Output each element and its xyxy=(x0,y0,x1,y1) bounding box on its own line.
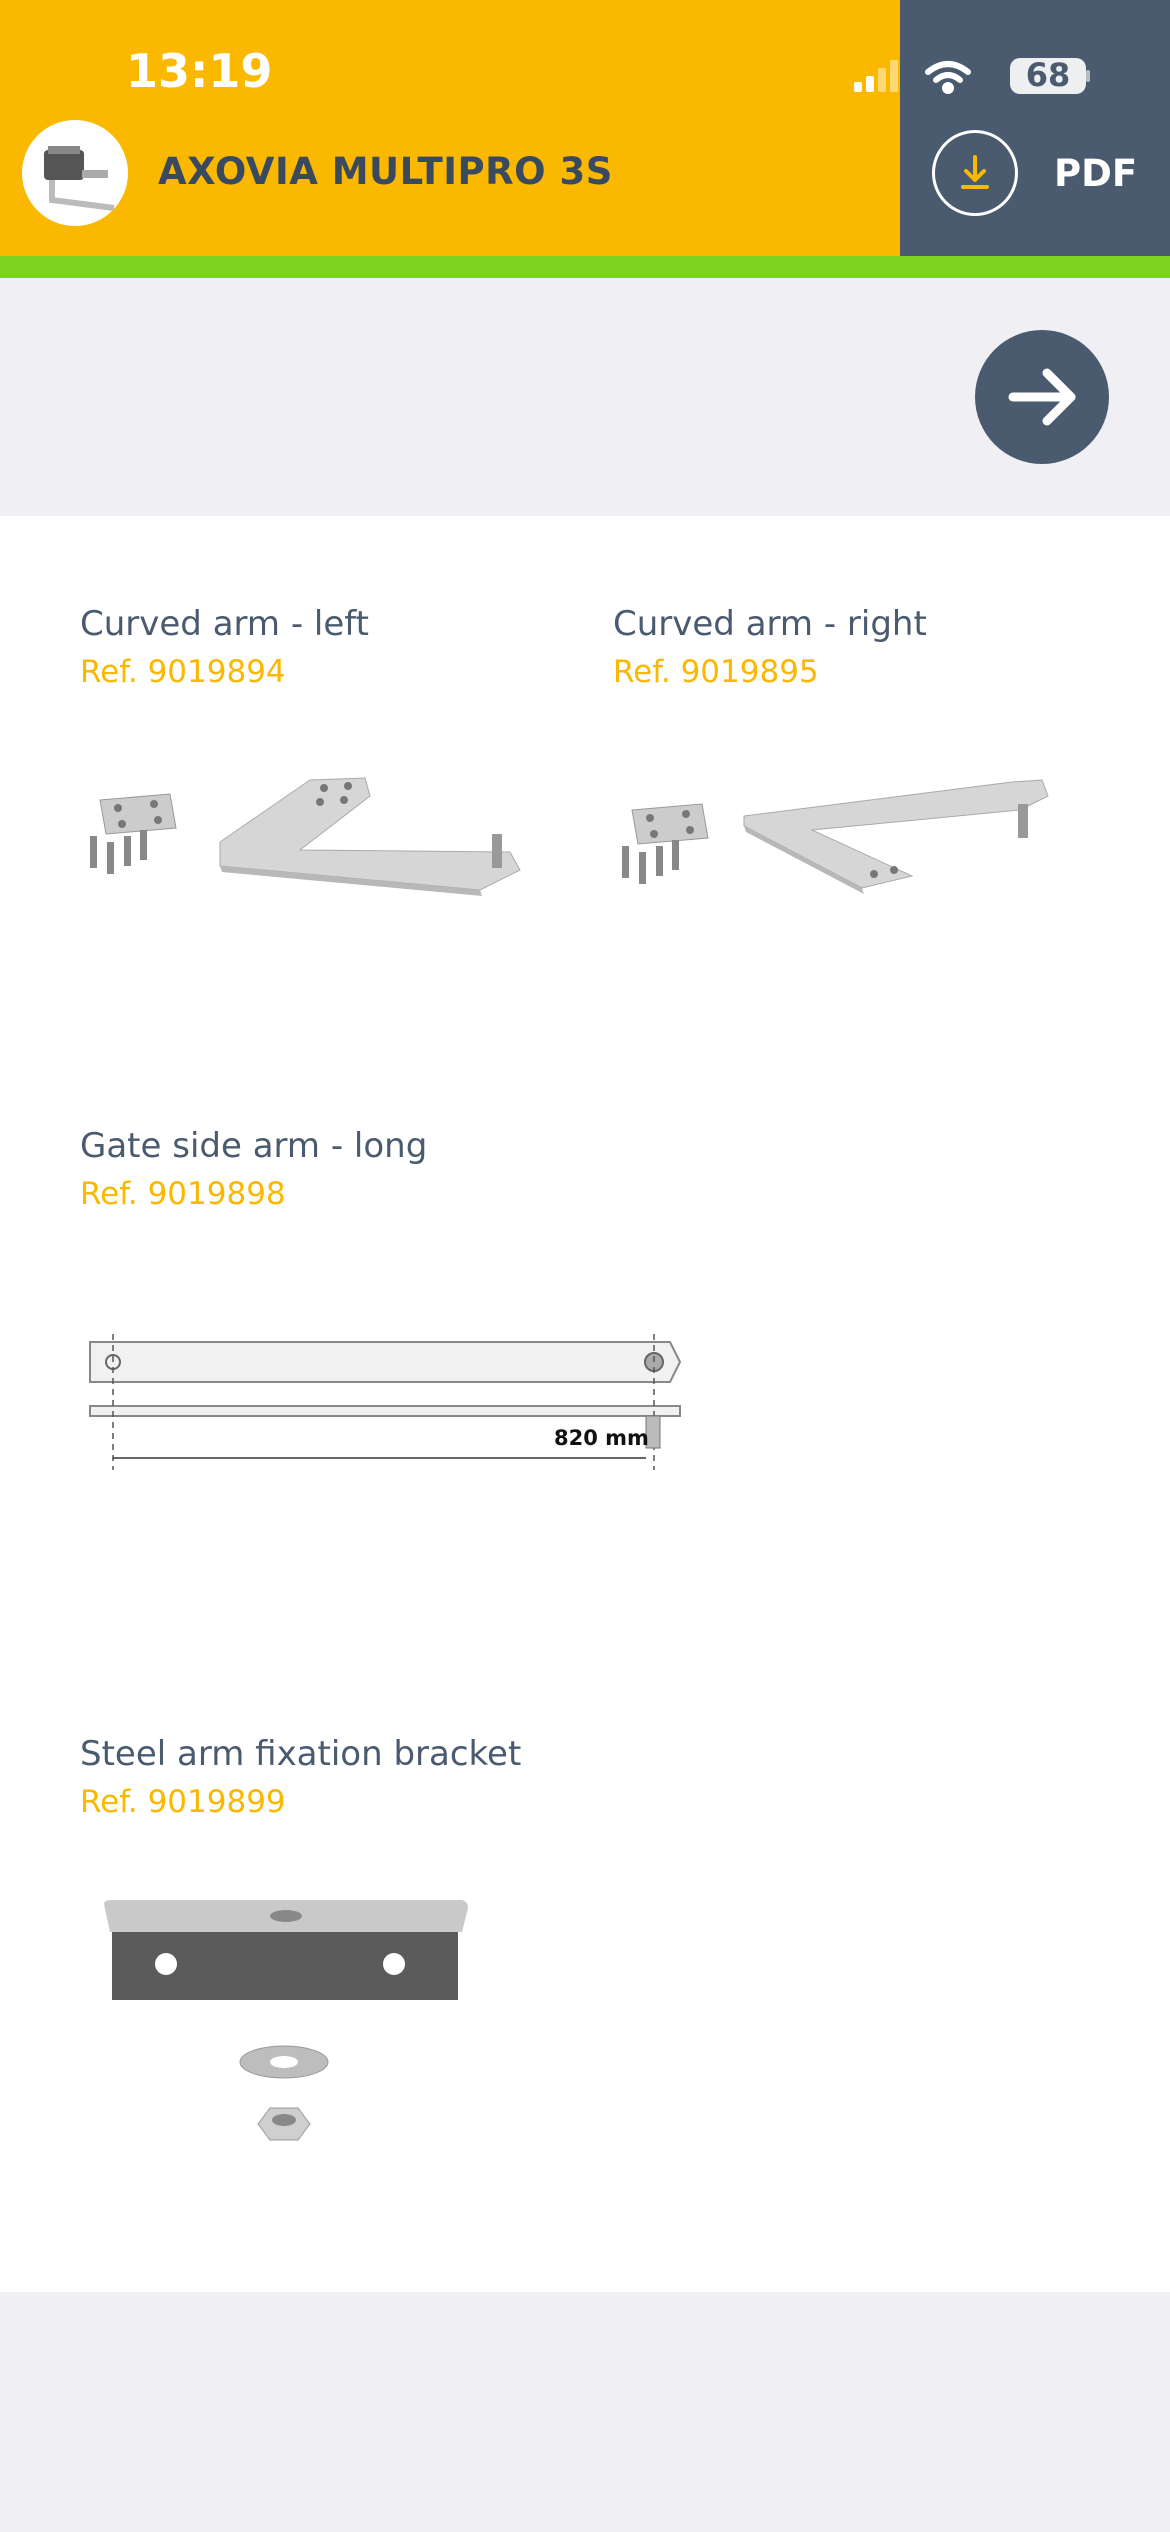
header-accent-bar xyxy=(0,256,1170,278)
motor-product-icon xyxy=(22,120,128,226)
pdf-download-button[interactable] xyxy=(932,130,1162,220)
app-title: AXOVIA MULTIPRO 3S xyxy=(158,150,613,193)
status-icons xyxy=(850,54,1090,98)
product-ref-fixation-bracket: Ref. 9019899 xyxy=(80,1784,286,1820)
mounting-plate-icon xyxy=(622,804,708,884)
product-ref-gate-side-arm: Ref. 9019898 xyxy=(80,1176,286,1212)
curved-arm-left-image[interactable] xyxy=(80,770,530,920)
product-title-gate-side-arm: Gate side arm - long xyxy=(80,1126,428,1166)
arrow-right-icon xyxy=(975,330,1109,464)
dimension-label: 820 mm xyxy=(554,1426,649,1450)
nut-icon xyxy=(258,2108,310,2140)
fixation-bracket-image[interactable] xyxy=(90,1890,480,2180)
pdf-label: PDF xyxy=(1054,152,1138,195)
signal-icon xyxy=(854,60,898,92)
app-avatar[interactable] xyxy=(22,120,128,226)
battery-level: 68 xyxy=(1025,56,1071,94)
next-button[interactable] xyxy=(975,330,1109,464)
steel-bracket-icon xyxy=(104,1900,468,2000)
download-icon xyxy=(932,130,1018,216)
gate-side-arm-image[interactable] xyxy=(80,1320,700,1480)
status-time: 13:19 xyxy=(126,44,273,98)
footer-band xyxy=(0,2292,1170,2532)
product-title-fixation-bracket: Steel arm fixation bracket xyxy=(80,1734,522,1774)
curved-arm-right-image[interactable] xyxy=(612,770,1082,920)
product-ref-curved-arm-right: Ref. 9019895 xyxy=(613,654,819,690)
product-title-curved-arm-left: Curved arm - left xyxy=(80,604,369,644)
product-title-curved-arm-right: Curved arm - right xyxy=(613,604,927,644)
wifi-icon xyxy=(928,64,968,91)
washer-icon xyxy=(240,2046,328,2078)
product-ref-curved-arm-left: Ref. 9019894 xyxy=(80,654,286,690)
curved-arm-left-icon xyxy=(220,778,520,896)
mounting-plate-icon xyxy=(90,794,176,874)
curved-arm-right-icon xyxy=(744,780,1048,894)
